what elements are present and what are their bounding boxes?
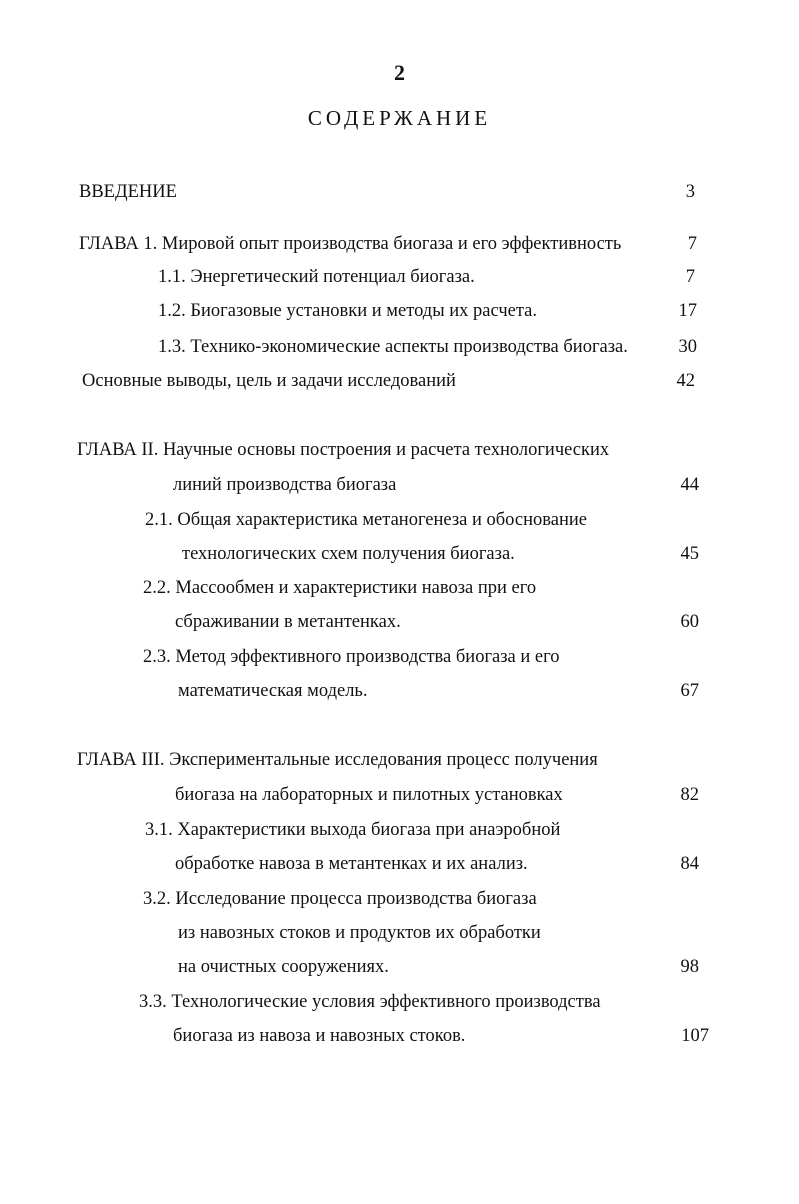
toc-entry-section-2-1-cont: технологических схем получения биогаза. bbox=[182, 544, 515, 564]
toc-entry-chapter-2-cont: линий производства биогаза bbox=[173, 475, 397, 495]
toc-entry-section-3-3-cont: биогаза из навоза и навозных стоков. bbox=[173, 1026, 466, 1046]
toc-entry-chapter-3-cont: биогаза на лабораторных и пилотных установках bbox=[175, 785, 563, 805]
toc-entry-section-3-3: 3.3. Технологические условия эффективного производства bbox=[139, 992, 601, 1012]
toc-page-number: 30 bbox=[678, 337, 697, 357]
toc-entry-section-3-1: 3.1. Характеристики выхода биогаза при анаэробной bbox=[145, 820, 561, 840]
toc-page-number: 17 bbox=[678, 301, 697, 321]
toc-entry-chapter-2: ГЛАВА II. Научные основы построения и расчета технологических bbox=[77, 440, 610, 460]
toc-page-number: 7 bbox=[685, 267, 695, 287]
toc-page-number: 7 bbox=[687, 234, 697, 254]
toc-page-number: 67 bbox=[680, 681, 699, 701]
toc-entry-section-2-2-cont: сбраживании в метантенках. bbox=[175, 612, 401, 632]
toc-entry-section-2-2: 2.2. Массообмен и характеристики навоза при его bbox=[143, 578, 537, 598]
toc-page-number: 107 bbox=[681, 1026, 709, 1046]
toc-entry-conclusions: Основные выводы, цель и задачи исследований bbox=[82, 371, 456, 391]
toc-entry-section-1-3: 1.3. Технико-экономические аспекты производства биогаза. bbox=[158, 337, 628, 357]
toc-page-number: 82 bbox=[680, 785, 699, 805]
toc-entry-section-3-2-cont-1: из навозных стоков и продуктов их обработки bbox=[178, 923, 541, 943]
toc-entry-section-1-2: 1.2. Биогазовые установки и методы их расчета. bbox=[158, 301, 537, 321]
toc-entry-introduction: ВВЕДЕНИЕ bbox=[79, 182, 177, 202]
toc-entry-chapter-1: ГЛАВА 1. Мировой опыт производства биогаза и его эффективность bbox=[79, 234, 622, 254]
toc-page-number: 60 bbox=[680, 612, 699, 632]
toc-entry-section-2-3: 2.3. Метод эффективного производства биогаза и его bbox=[143, 647, 560, 667]
toc-entry-section-2-3-cont: математическая модель. bbox=[178, 681, 368, 701]
toc-entry-section-1-1: 1.1. Энергетический потенциал биогаза. bbox=[158, 267, 475, 287]
page-number: 2 bbox=[394, 60, 405, 85]
toc-page-number: 45 bbox=[680, 544, 699, 564]
toc-entry-section-3-2: 3.2. Исследование процесса производства биогаза bbox=[143, 889, 537, 909]
toc-page-number: 44 bbox=[680, 475, 699, 495]
toc-entry-section-2-1: 2.1. Общая характеристика метаногенеза и обоснование bbox=[145, 510, 587, 530]
toc-page-number: 42 bbox=[676, 371, 695, 391]
toc-page-number: 3 bbox=[685, 182, 695, 202]
toc-entry-section-3-2-cont-2: на очистных сооружениях. bbox=[178, 957, 389, 977]
toc-entry-chapter-3: ГЛАВА III. Экспериментальные исследования процесс получения bbox=[77, 750, 598, 770]
toc-title: СОДЕРЖАНИЕ bbox=[307, 106, 492, 130]
toc-page-number: 98 bbox=[680, 957, 699, 977]
toc-entry-section-3-1-cont: обработке навоза в метантенках и их анализ. bbox=[175, 854, 528, 874]
toc-page-number: 84 bbox=[680, 854, 699, 874]
